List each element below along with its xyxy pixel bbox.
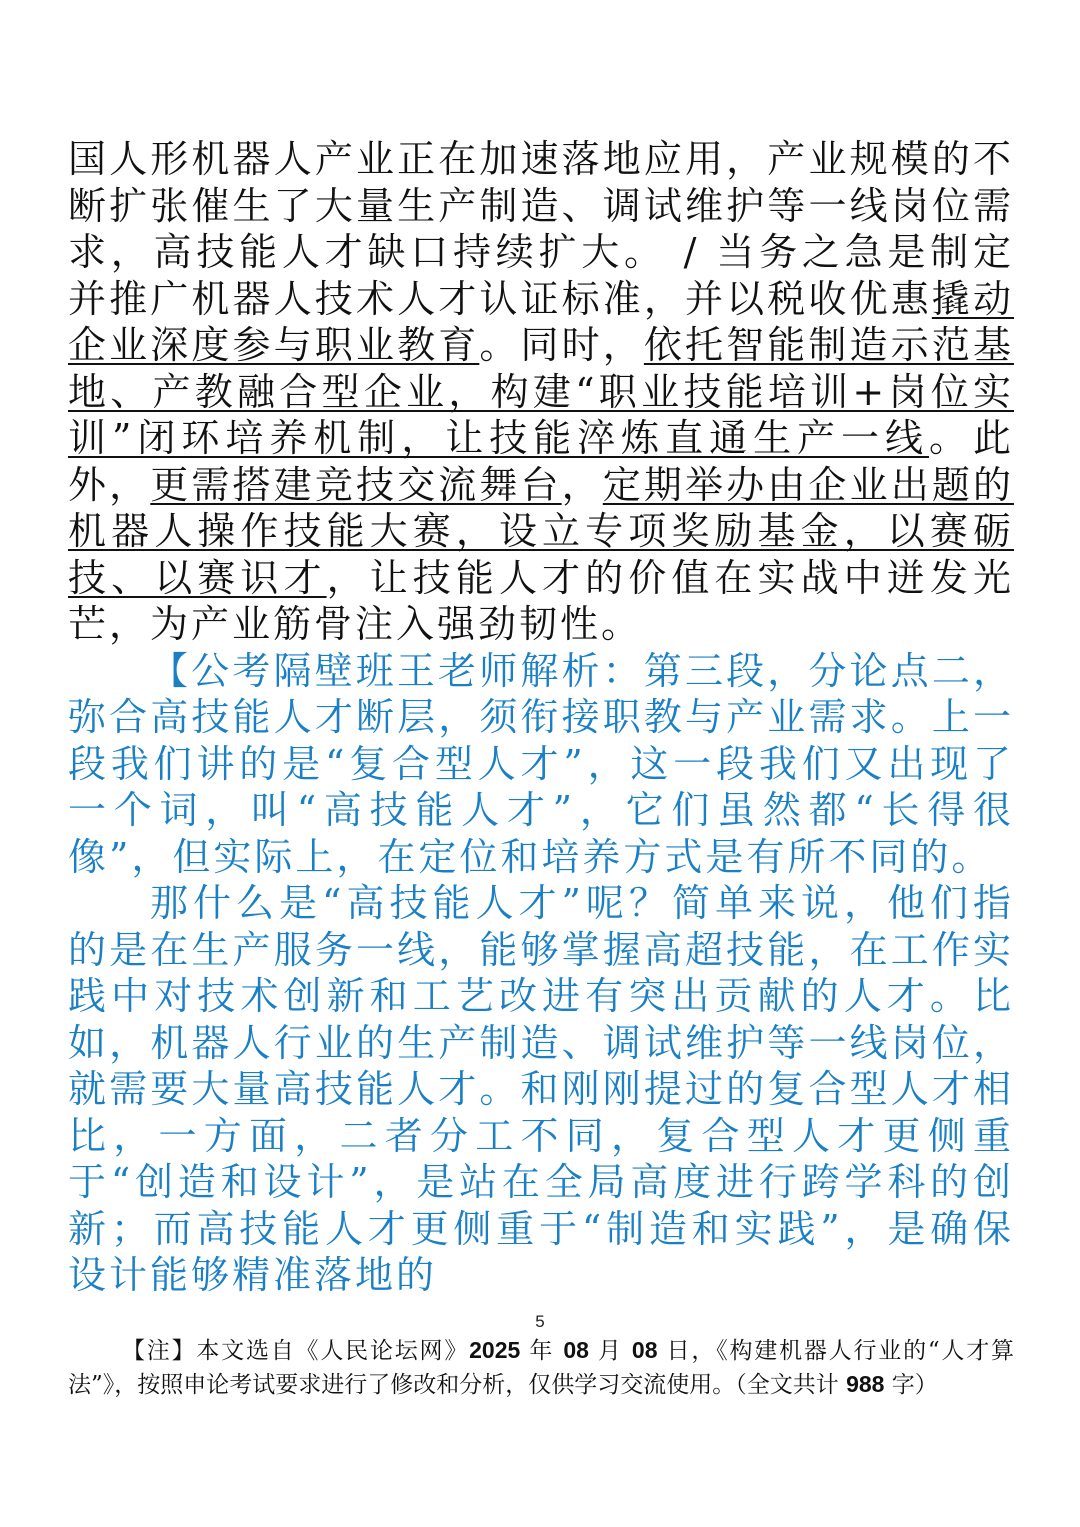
footnote-text: 字） [884,1372,938,1398]
article-body [68,136,1014,1299]
footnote-year: 2025 [469,1337,521,1363]
slash-mark: / [666,230,717,274]
footnote-day: 08 [631,1337,658,1363]
text-run: 。同时， [479,323,644,367]
footnote-word-count: 988 [846,1371,885,1397]
underlined-phrase: 依托智能制造示范基地、产教融合型企业，构建“职业技能培训+岗位实训”闭环培养机制，让技能淬炼直通生产一线 [68,323,1014,460]
footnote-month: 08 [563,1337,589,1363]
text-run: ，让技能人才的价值在实战中迸发光芒，为产业筋骨注入强劲韧性。 [68,555,1014,646]
text-run: ， [561,462,603,507]
underlined-phrase: 更需搭建竞技交流舞台 [150,462,562,507]
article-paragraph [68,136,1014,648]
text-run: 。此外， [68,416,1014,507]
analysis-paragraph: 那什么是“高技能人才”呢？简单来说，他们指的是在生产服务一线，能够掌握高超技能，在工作实践中对技术创新和工艺改进有突出贡献的人才。比如，机器人行业的生产制造、调试维护等一线岗位，就需要大量高技能人才。和刚刚提过的复合型人才相比，一方面，二者分工不同，复合型人才更侧重于“创造和设计”，是站在全局高度进行跨学科的创新；而高技能人才更侧重于“制造和实践”，是确保设计能够精准落地的 [68,881,1014,1297]
footnote [68,1334,1014,1402]
page-number: 5 [535,1312,545,1331]
underlined-phrase: 定期举办由企业出题的机器人操作技能大赛，设立专项奖励基金，以赛砺技、以赛识才 [68,462,1014,600]
footnote-text: 日，《构建机器人行业的“人才算法”》，按照申论考试要求进行了修改和分析，仅供学习交流使用。（全文共计 [68,1338,1015,1398]
analysis-paragraph: 【公考隔壁班王老师解析：第三段，分论点二，弥合高技能人才断层，须衔接职教与产业需求。上一段我们讲的是“复合型人才”，这一段我们又出现了一个词，叫“高技能人才”，它们虽然都“长得很像”，但实际上，在定位和培养方式是有所不同的。 [68,648,1014,879]
text-run: 当务之急是制定并推广机器人技术人才认证标准，并以税收优惠 [68,230,1014,321]
footnote-text: 【注】本文选自《人民论坛网》 [122,1338,470,1364]
footnote-text: 月 [588,1338,632,1364]
footnote-text: 年 [520,1338,564,1364]
text-run: 国人形机器人产业正在加速落地应用，产业规模的不断扩张催生了大量生产制造、调试维护等一线岗位需求，高技能人才缺口持续扩大。 [68,137,1014,274]
underlined-phrase: 撬动企业深度参与职业教育 [68,276,1014,367]
